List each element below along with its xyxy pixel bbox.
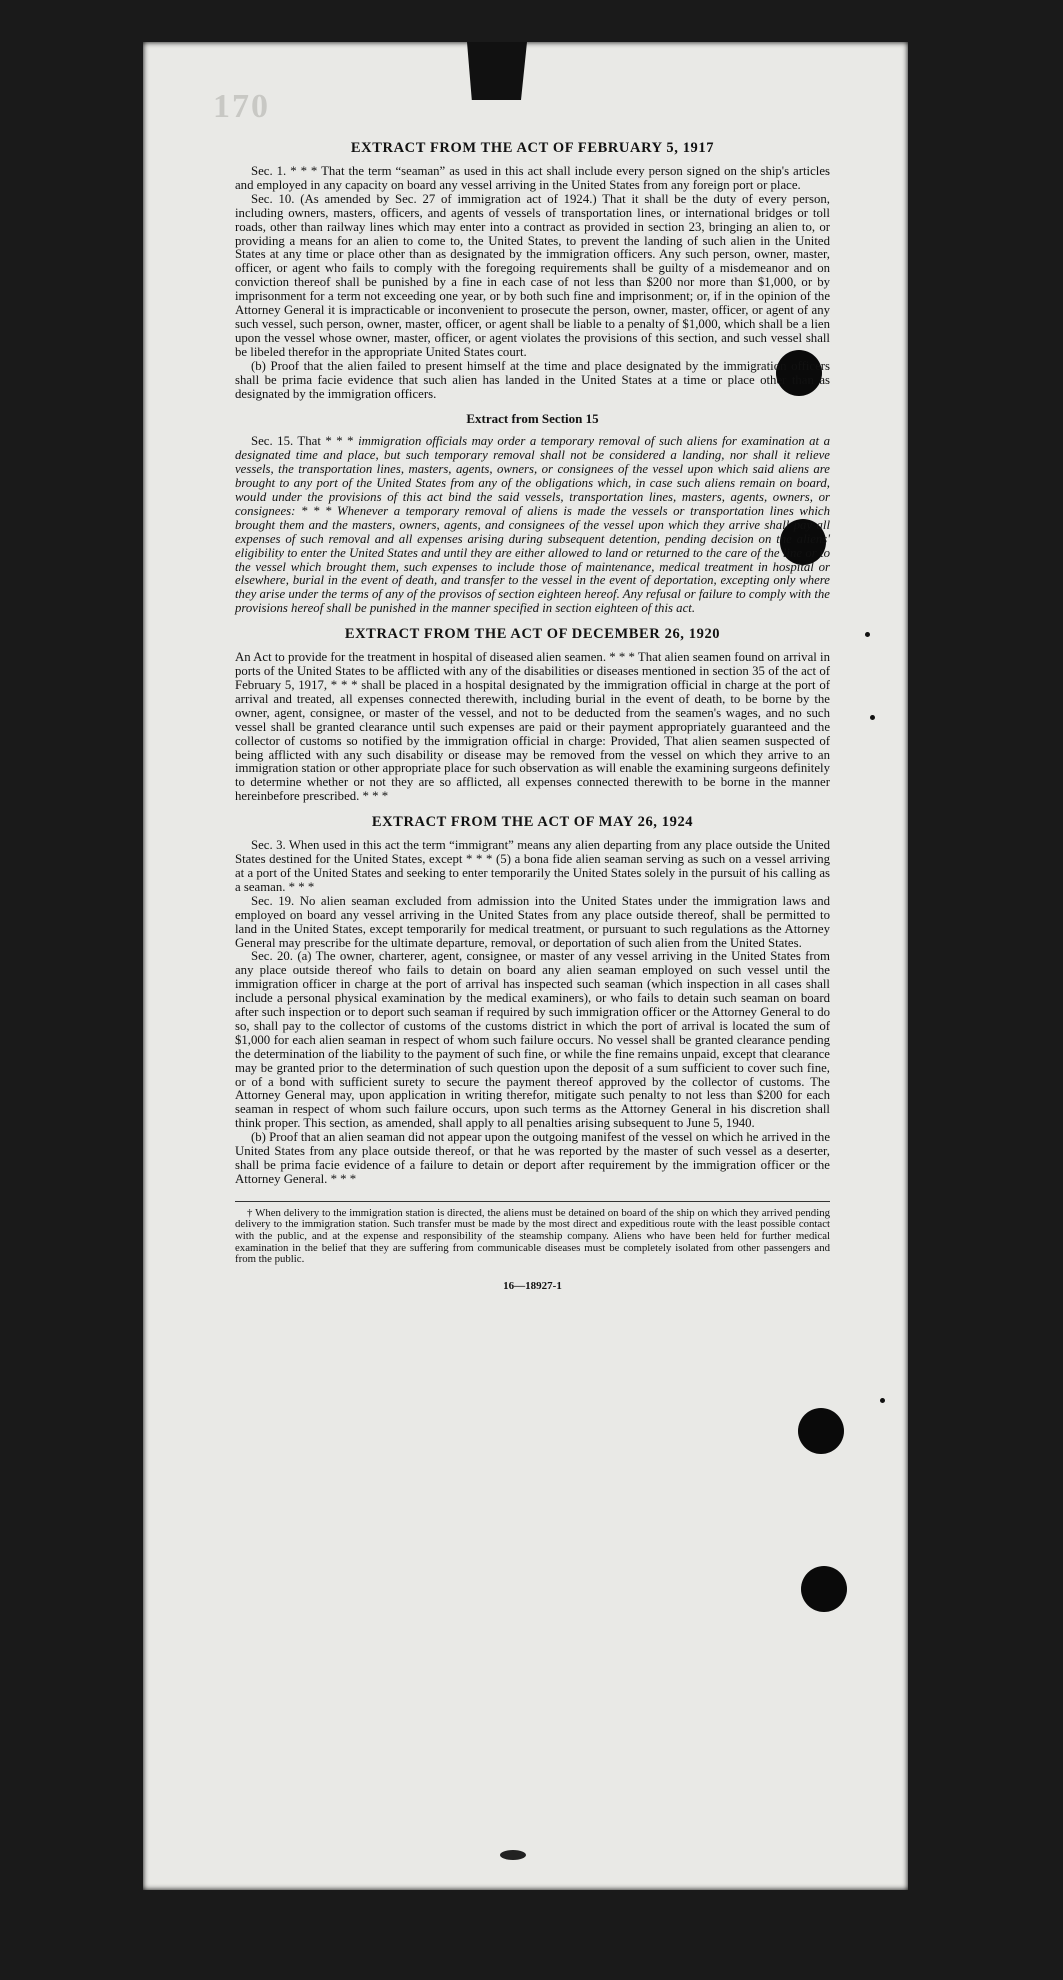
paragraph-sec-3: Sec. 3. When used in this act the term “immigrant” means any alien departing from any place outside the United States destined for the United States, except * * * (5) a bona fide alien seaman serving as such on a vessel arriving at a port of the United States and seeking to enter temporarily the United States solely in the pursuit of his calling as a seaman. * * * [235, 838, 830, 894]
footnote: † When delivery to the immigration station is directed, the aliens must be detained on board of the ship on which they arrived pending delivery to the immigration station. Such transfer must be made by the most direct and expeditious route with the least possible contact with the public, and at the expense and responsibility of the steamship company. Aliens who have been held for further medical examination in the belief that they are suffering from communicable diseases must be completely isolated from other passengers and from the public. [235, 1201, 830, 1266]
section-act-1924 [235, 814, 830, 1187]
paragraph-act-1920: An Act to provide for the treatment in hospital of diseased alien seamen. * * * That alien seamen found on arrival in ports of the United States to be afflicted with any of the disabilities or diseases mentioned in section 35 of the act of February 5, 1917, * * * shall be placed in a hospital designated by the immigration official in charge at the port of arrival and treated, all expenses connected therewith, including burial in the event of death, to be borne by the owner, agent, consignee, or master of the vessel, and not to be deducted from the seamen's wages, and no such vessel shall be granted clearance until such expenses are paid or their payment appropriately guaranteed and the collector of customs so notified by the immigration official in charge: Provided, That alien seamen suspected of being afflicted with any such disability or disease may be removed from the vessel on which they arrive to an immigration station or other appropriate place for such observation as will enable the examining surgeons definitely to determine whether or not they are so afflicted, all expenses connected therewith to be borne in the manner hereinbefore prescribed. * * * [235, 650, 830, 804]
speck [870, 715, 875, 720]
paragraph-sec-20b: (b) Proof that an alien seaman did not appear upon the outgoing manifest of the vessel on which he arrived in the United States from any place outside thereof, or that he was reported by the master of such vessel as a deserter, shall be prima facie evidence of a failure to detain or deport after requirement by the immigration officer or the Attorney General. * * * [235, 1130, 830, 1186]
section-15 [235, 411, 830, 616]
section-act-1917 [235, 140, 830, 401]
sec-15-lead: Sec. 15. That * * * [251, 434, 359, 449]
form-code: 16—18927-1 [503, 1279, 562, 1292]
paragraph-sec-20a: Sec. 20. (a) The owner, charterer, agent, consignee, or master of any vessel arriving in the United States from any place outside thereof who fails to detain on board any alien seaman employed on such vessel until the immigration officer in charge at the port of arrival has inspected such seaman (which inspection in all cases shall include a personal physical examination by the medical examiners), or who fails to detain such seaman on board after such inspection or to deport such seaman if required by such immigration officer or the Attorney General to do so, shall pay to the collector of customs of the customs district in which the port of arrival is located the sum of $1,000 for each alien seaman in respect of whom such failure occurs. No vessel shall be granted clearance pending the determination of the liability to the payment of such fine, or while the fine remains unpaid, except that clearance may be granted prior to the determination of such question upon the deposit of a sum sufficient to cover such fine, or of a bond with sufficient surety to secure the payment thereof approved by the collector of customs. The Attorney General may, upon application in writing therefor, mitigate such penalty to not less than $200 for each seaman in respect of whom such failure occurs, upon such terms as the Attorney General in his discretion shall think proper. This section, as amended, shall apply to all penalties arising subsequent to June 5, 1940. [235, 949, 830, 1131]
section-act-1920 [235, 626, 830, 804]
heading-act-1924: EXTRACT FROM THE ACT OF MAY 26, 1924 [371, 814, 694, 831]
binder-tab [467, 42, 527, 100]
heading-act-1920: EXTRACT FROM THE ACT OF DECEMBER 26, 1920 [344, 626, 721, 643]
paragraph-sec-10b: (b) Proof that the alien failed to present himself at the time and place designated by the immigration officers shall be prima facie evidence that such alien has landed in the United States at a time or place other than as designated by the immigration officers. [235, 358, 830, 401]
punch-hole [801, 1566, 847, 1612]
smudge [500, 1850, 526, 1860]
faint-page-stamp: 170 [213, 88, 270, 125]
speck [880, 1398, 885, 1403]
sec-15-italic-text: immigration officials may order a temporary removal of such aliens for examination at a designated time and place, but such temporary removal shall not be considered a landing, nor shall it relieve vessels, the transportation lines, masters, agents, owners, or consignees of the vessel upon which said aliens are brought to any port of the United States from any of the obligations which, in case such aliens remain on board, would under the provisions of this act bind the said vessels, transportation lines, masters, agents, owners, or consignees: * * * Whenever a temporary removal of aliens is made the vessels or transportation lines which brought them and the masters, owners, agents, and consignees of the vessel upon which they arrive shall pay all expenses of such removal and all expenses arising during subsequent detention, pending decision on the aliens' eligibility to enter the United States and until they are either allowed to land or returned to the care of the line or to the vessel which brought them, such expenses to include those of maintenance, medical treatment in hospital or elsewhere, burial in the event of death, and transfer to the vessel in the event of deportation, excepting only where they arise under the terms of any of the provisos of section eighteen hereof. Any refusal or failure to comply with the provisions hereof shall be punished in the manner specified in section eighteen of this act. [235, 434, 830, 616]
heading-act-1917: EXTRACT FROM THE ACT OF FEBRUARY 5, 1917 [350, 140, 715, 156]
paragraph-sec-19: Sec. 19. No alien seaman excluded from admission into the United States under the immigration laws and employed on board any vessel arriving in the United States from any place outside thereof, shall be permitted to land in the United States, except temporarily for medical treatment, or pursuant to such regulations as the Attorney General may prescribe for the ultimate departure, removal, or deportation of such alien from the United States. [235, 893, 830, 950]
paragraph-sec-15 [235, 435, 830, 616]
heading-section-15: Extract from Section 15 [466, 411, 599, 427]
document-text [235, 140, 830, 1292]
speck [865, 632, 870, 637]
paragraph-sec-1: Sec. 1. * * * That the term “seaman” as used in this act shall include every person signed on the ship's articles and employed in any capacity on board any vessel arriving in the United States from any foreign port or place. [235, 164, 830, 192]
paragraph-sec-10: Sec. 10. (As amended by Sec. 27 of immigration act of 1924.) That it shall be the duty of every person, including owners, masters, officers, and agents of vessels of transportation lines, or international bridges or toll roads, other than railway lines which may enter into a contract as provided in section 23, bringing an alien to, or providing a means for an alien to come to, the United States, to prevent the landing of such alien in the United States at any time or place other than as designated by the immigration officers. Any such person, owner, master, officer, or agent who fails to comply with the foregoing requirements shall be guilty of a misdemeanor and on conviction thereof shall be punished by a fine in each case of not less than $200 nor more than $1,000, or by imprisonment for a term not exceeding one year, or by both such fine and imprisonment; or, if in the opinion of the Attorney General it is impracticable or inconvenient to prosecute the person, owner, master, officer, or agent of any such vessel, such person, owner, master, officer, or agent shall be liable to a penalty of $1,000, which shall be a lien upon the vessel whose owner, master, officer, or agent violates the provisions of this section, and such vessel shall be libeled therefor in the appropriate United States court. [235, 191, 830, 359]
punch-hole [798, 1408, 844, 1454]
